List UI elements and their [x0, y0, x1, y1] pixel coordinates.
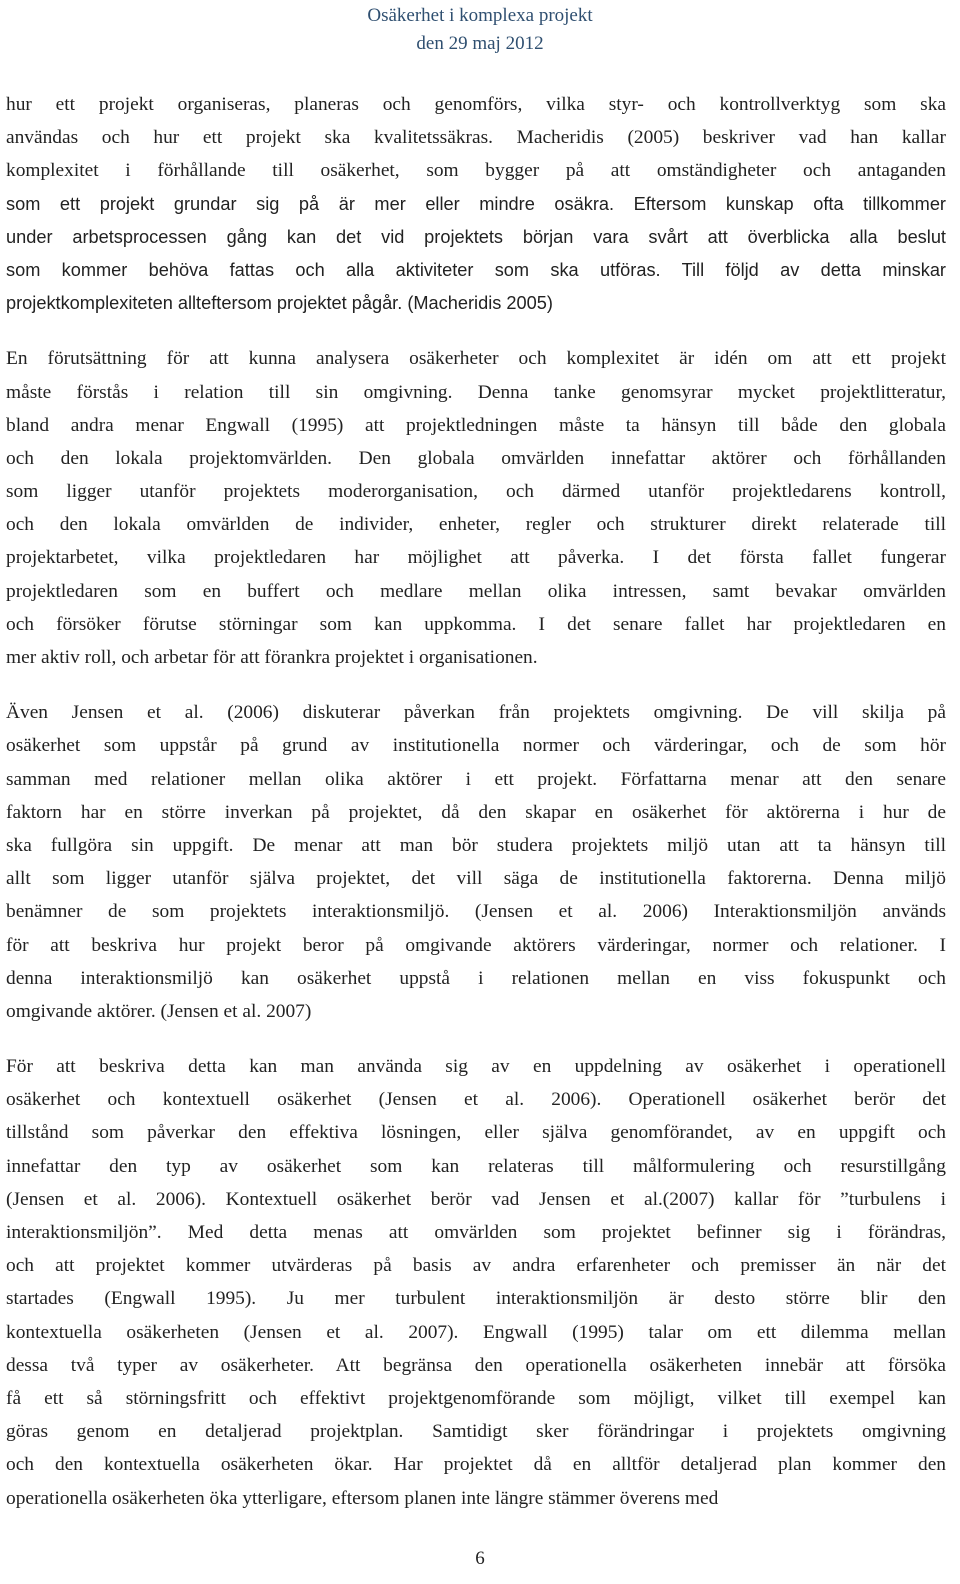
- text-segment: projektledaren som en buffert och medlare mellan olika intressen, samt bevakar omvärlden: [6, 580, 946, 602]
- text-segment: under arbetsprocessen gång kan det vid projektets början vara svårt att överblicka alla beslut: [6, 226, 946, 247]
- text-line: [6, 1349, 946, 1382]
- text-line: [6, 796, 946, 829]
- text-segment: (Jensen et al. 2006). Kontextuell osäkerhet berör vad Jensen et al.(2007) kallar för ”turbulens i: [6, 1188, 946, 1210]
- text-segment: omgivande aktörer. (Jensen et al. 2007): [6, 1000, 312, 1022]
- text-line: [6, 508, 946, 541]
- text-line: [6, 962, 946, 995]
- text-line: [6, 409, 946, 442]
- text-segment: komplexitet i förhållande till osäkerhet, som bygger på att omständigheter och antaganden: [6, 160, 946, 182]
- text-line: [6, 541, 946, 574]
- paragraph: [6, 342, 946, 674]
- text-segment: dessa två typer av osäkerheter. Att begränsa den operationella osäkerheten innebär att försöka: [6, 1354, 946, 1376]
- text-line: [6, 88, 946, 121]
- text-segment: bland andra menar Engwall (1995) att projektledningen måste ta hänsyn till både den globala: [6, 414, 946, 436]
- text-line: [6, 287, 946, 320]
- text-line: [6, 995, 946, 1028]
- text-line: [6, 763, 946, 796]
- paragraph: [6, 88, 946, 320]
- text-segment: projektarbetet, vilka projektledaren har möjlighet att påverka. I det första fallet fungerar: [6, 547, 946, 569]
- text-segment: För att beskriva detta kan man använda sig av en uppdelning av osäkerhet i operationell: [6, 1056, 946, 1078]
- text-segment: måste förstås i relation till sin omgivning. Denna tanke genomsyrar mycket projektlitteratur,: [6, 381, 946, 403]
- text-line: [6, 1249, 946, 1282]
- text-segment: benämner de som projektets interaktionsmiljö. (Jensen et al. 2006) Interaktionsmiljön används: [6, 901, 946, 923]
- text-segment: innefattar den typ av osäkerhet som kan relateras till målformulering och resurstillgång: [6, 1155, 946, 1177]
- text-line: [6, 895, 946, 928]
- text-line: [6, 1150, 946, 1183]
- text-segment: interaktionsmiljön”. Med detta menas att omvärlden som projektet befinner sig i förändras,: [6, 1222, 946, 1243]
- text-segment: faktorn har en större inverkan på projektet, då den skapar en osäkerhet för aktörerna i hur de: [6, 801, 946, 823]
- text-segment: projektkomplexiteten allteftersom projektet pågår. (Macheridis 2005): [6, 293, 553, 314]
- text-segment: hur ett projekt organiseras, planeras och genomförs, vilka styr- och kontrollverktyg som ska: [6, 94, 946, 115]
- text-segment: och att projektet kommer utvärderas på basis av andra erfarenheter och premisser än när det: [6, 1255, 946, 1277]
- text-segment: och den lokala omvärlden de individer, enheter, regler och strukturer direkt relaterade till: [6, 514, 946, 536]
- text-segment: osäkerhet som uppstår på grund av institutionella normer och värderingar, och de som hör: [6, 735, 946, 757]
- text-line: [6, 376, 946, 409]
- text-line: [6, 608, 946, 641]
- text-line: [6, 696, 946, 729]
- text-line: [6, 829, 946, 862]
- text-line: [6, 1183, 946, 1216]
- text-line: [6, 729, 946, 762]
- header-title: Osäkerhet i komplexa projekt: [367, 5, 593, 26]
- text-segment: startades (Engwall 1995). Ju mer turbulent interaktionsmiljön är desto större blir den: [6, 1288, 946, 1310]
- text-segment: osäkerhet och kontextuell osäkerhet (Jensen et al. 2006). Operationell osäkerhet berör det: [6, 1089, 946, 1111]
- text-line: [6, 442, 946, 475]
- text-line: [6, 1050, 946, 1083]
- page-number: 6: [475, 1548, 485, 1569]
- text-segment: som ett projekt grundar sig på är mer eller mindre osäkra. Eftersom kunskap ofta tillkommer: [6, 193, 946, 214]
- text-line: [6, 154, 946, 187]
- text-line: [6, 188, 946, 221]
- text-line: [6, 1382, 946, 1415]
- text-segment: som kommer behöva fattas och alla aktiviteter som ska utföras. Till följd av detta minskar: [6, 259, 946, 280]
- text-segment: denna interaktionsmiljö kan osäkerhet uppstå i relationen mellan en viss fokuspunkt och: [6, 967, 946, 989]
- text-segment: mer aktiv roll, och arbetar för att förankra projektet i organisationen.: [6, 647, 538, 668]
- text-segment: ska fullgöra sin uppgift. De menar att man bör studera projektets miljö utan att ta hänsyn till: [6, 834, 946, 856]
- text-line: [6, 641, 946, 674]
- text-segment: göras genom en detaljerad projektplan. Samtidigt sker förändringar i projektets omgivning: [6, 1421, 946, 1443]
- text-segment: få ett så störningsfritt och effektivt projektgenomförande som möjligt, vilket till exempel kan: [6, 1387, 946, 1409]
- text-segment: Även Jensen et al. (2006) diskuterar påverkan från projektets omgivning. De vill skilja på: [6, 702, 946, 724]
- body-text: [6, 88, 946, 1537]
- text-segment: samman med relationer mellan olika aktörer i ett projekt. Författarna menar att den senare: [6, 768, 946, 790]
- text-line: [6, 475, 946, 508]
- text-line: [6, 575, 946, 608]
- text-line: [6, 1482, 946, 1515]
- text-segment: och den kontextuella osäkerheten ökar. Har projektet då en alltför detaljerad plan kommer den: [6, 1454, 946, 1476]
- text-segment: En förutsättning för att kunna analysera osäkerheter och komplexitet är idén om att ett projekt: [6, 348, 946, 370]
- text-line: [6, 342, 946, 375]
- text-line: [6, 1415, 946, 1448]
- text-line: [6, 1216, 946, 1249]
- text-line: [6, 862, 946, 895]
- text-line: [6, 1083, 946, 1116]
- text-segment: som ligger utanför projektets moderorganisation, och därmed utanför projektledarens kontroll,: [6, 481, 946, 503]
- paragraph: [6, 696, 946, 1028]
- text-segment: allt som ligger utanför själva projektet, det vill säga de institutionella faktorerna. Denna miljö: [6, 868, 946, 890]
- text-segment: tillstånd som påverkar den effektiva lösningen, eller själva genomförandet, av en uppgift och: [6, 1122, 946, 1144]
- text-line: [6, 121, 946, 154]
- text-segment: och försöker förutse störningar som kan uppkomma. I det senare fallet har projektledaren en: [6, 613, 946, 635]
- running-header: [0, 2, 960, 58]
- header-date: den 29 maj 2012: [416, 33, 544, 54]
- text-line: [6, 1116, 946, 1149]
- text-segment: användas och hur ett projekt ska kvalitetssäkras. Macheridis (2005) beskriver vad han kallar: [6, 127, 946, 149]
- text-segment: operationella osäkerheten öka ytterligare, eftersom planen inte längre stämmer överens med: [6, 1487, 719, 1509]
- text-segment: för att beskriva hur projekt beror på omgivande aktörers värderingar, normer och relationer. I: [6, 934, 946, 956]
- text-segment: och den lokala projektomvärlden. Den globala omvärlden innefattar aktörer och förhållanden: [6, 447, 946, 469]
- text-line: [6, 1282, 946, 1315]
- paragraph: [6, 1050, 946, 1515]
- text-line: [6, 254, 946, 287]
- text-line: [6, 221, 946, 254]
- text-line: [6, 1448, 946, 1481]
- text-line: [6, 929, 946, 962]
- text-segment: kontextuella osäkerheten (Jensen et al. 2007). Engwall (1995) talar om ett dilemma mellan: [6, 1321, 946, 1343]
- text-line: [6, 1316, 946, 1349]
